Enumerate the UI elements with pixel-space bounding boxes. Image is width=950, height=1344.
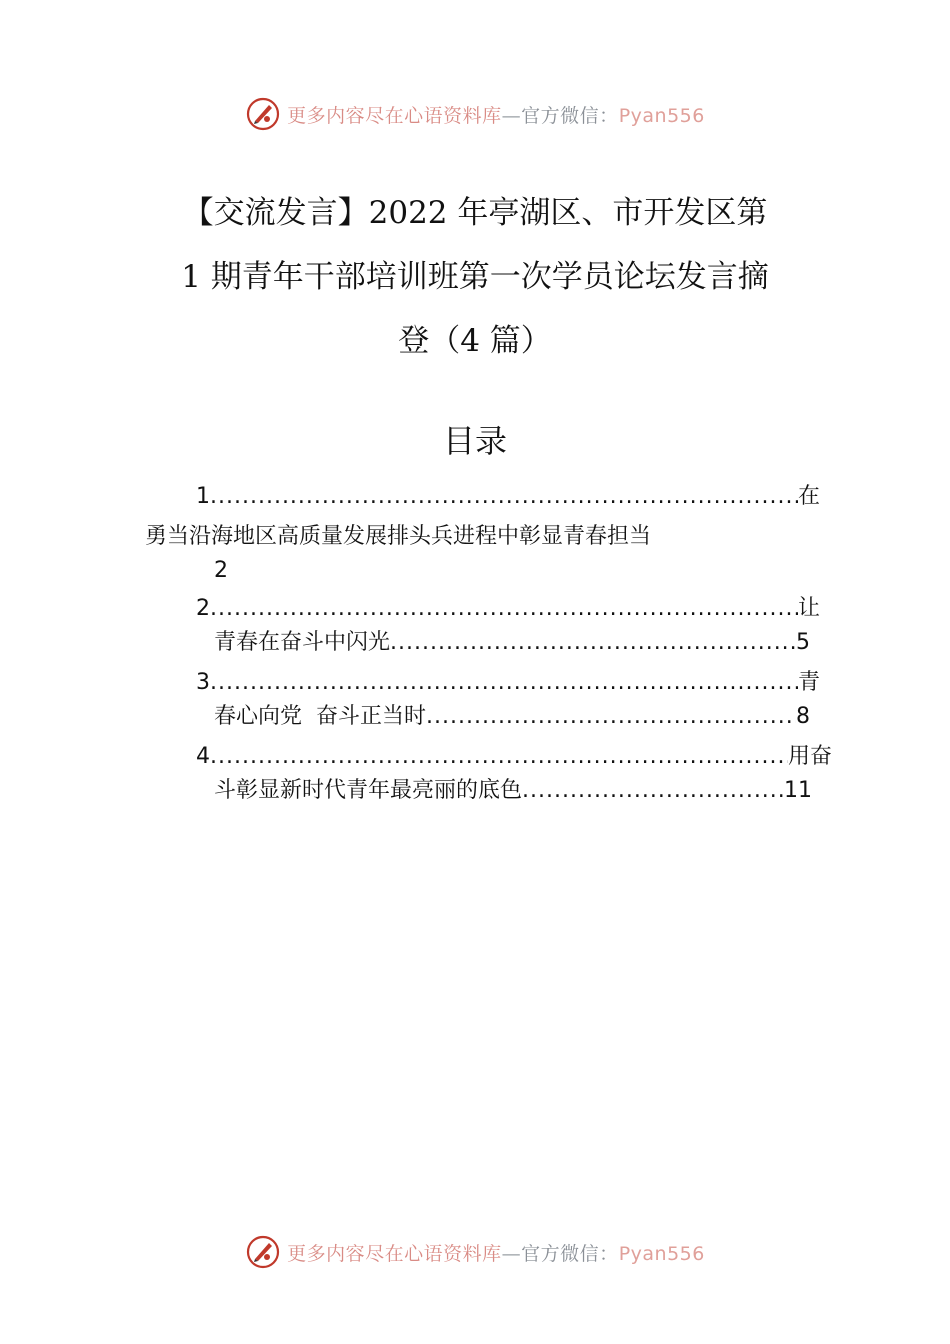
toc-entry-page: 8 (796, 704, 810, 729)
watermark-wechat-id: Pyan556 (618, 1242, 705, 1265)
watermark-site-name: 更多内容尽在心语资料库 (287, 1242, 502, 1265)
toc-entry-title[interactable]: 勇当沿海地区高质量发展排头兵进程中彰显青春担当 (145, 524, 652, 549)
toc-entry-number: 1 (196, 484, 210, 509)
toc-leader-dots (426, 700, 796, 734)
document-title-line-1: 【交流发言】2022 年亭湖区、市开发区第 (182, 195, 768, 231)
toc-entry-lead: 让 (797, 596, 820, 621)
watermark-wechat-id: Pyan556 (618, 104, 705, 127)
header-watermark (0, 94, 950, 134)
toc-entry-page: 11 (784, 778, 812, 803)
toc-entry-number: 2 (196, 596, 210, 621)
toc-leader-dots (210, 740, 788, 774)
quill-logo-icon (245, 96, 281, 132)
toc-leader-dots (390, 626, 796, 660)
toc-entry-page: 2 (214, 558, 228, 583)
document-title-line-3: 登（4 篇） (398, 323, 552, 359)
toc-entry-3[interactable] (196, 666, 820, 700)
toc-entry-lead: 青 (797, 670, 820, 695)
toc-entry-2-cont[interactable] (214, 626, 810, 660)
watermark-dash: — (501, 104, 522, 127)
footer-watermark (0, 1232, 950, 1272)
watermark-wechat-label: 官方微信： (521, 104, 619, 127)
watermark-wechat-label: 官方微信： (521, 1242, 619, 1265)
watermark-site-name: 更多内容尽在心语资料库 (287, 104, 502, 127)
watermark-dash: — (501, 1242, 522, 1265)
document-title-line-2: 1 期青年干部培训班第一次学员论坛发言摘 (181, 259, 769, 295)
toc-entry-number: 4 (196, 744, 210, 769)
toc-entry-lead: 在 (797, 484, 820, 509)
toc-entry-page: 5 (796, 630, 810, 655)
toc-entry-lead: 用奋 (787, 744, 832, 769)
toc-entry-1[interactable] (196, 480, 820, 514)
toc-entry-title: 青春在奋斗中闪光 (214, 630, 391, 655)
toc-leader-dots (522, 774, 784, 808)
toc-leader-dots (210, 666, 798, 700)
quill-logo-icon (245, 1234, 281, 1270)
toc-leader-dots (210, 480, 798, 514)
toc-entry-2[interactable] (196, 592, 820, 626)
toc-entry-4-cont[interactable] (214, 774, 812, 808)
toc-entry-number: 3 (196, 670, 210, 695)
toc-entry-4[interactable] (196, 740, 832, 774)
toc-entry-3-cont[interactable] (214, 700, 810, 734)
toc-entry-title: 春心向党 奋斗正当时 (214, 704, 426, 729)
toc-leader-dots (210, 592, 798, 626)
toc-entry-title: 斗彰显新时代青年最亮丽的底色 (214, 778, 523, 803)
toc-heading: 目录 (442, 422, 507, 460)
